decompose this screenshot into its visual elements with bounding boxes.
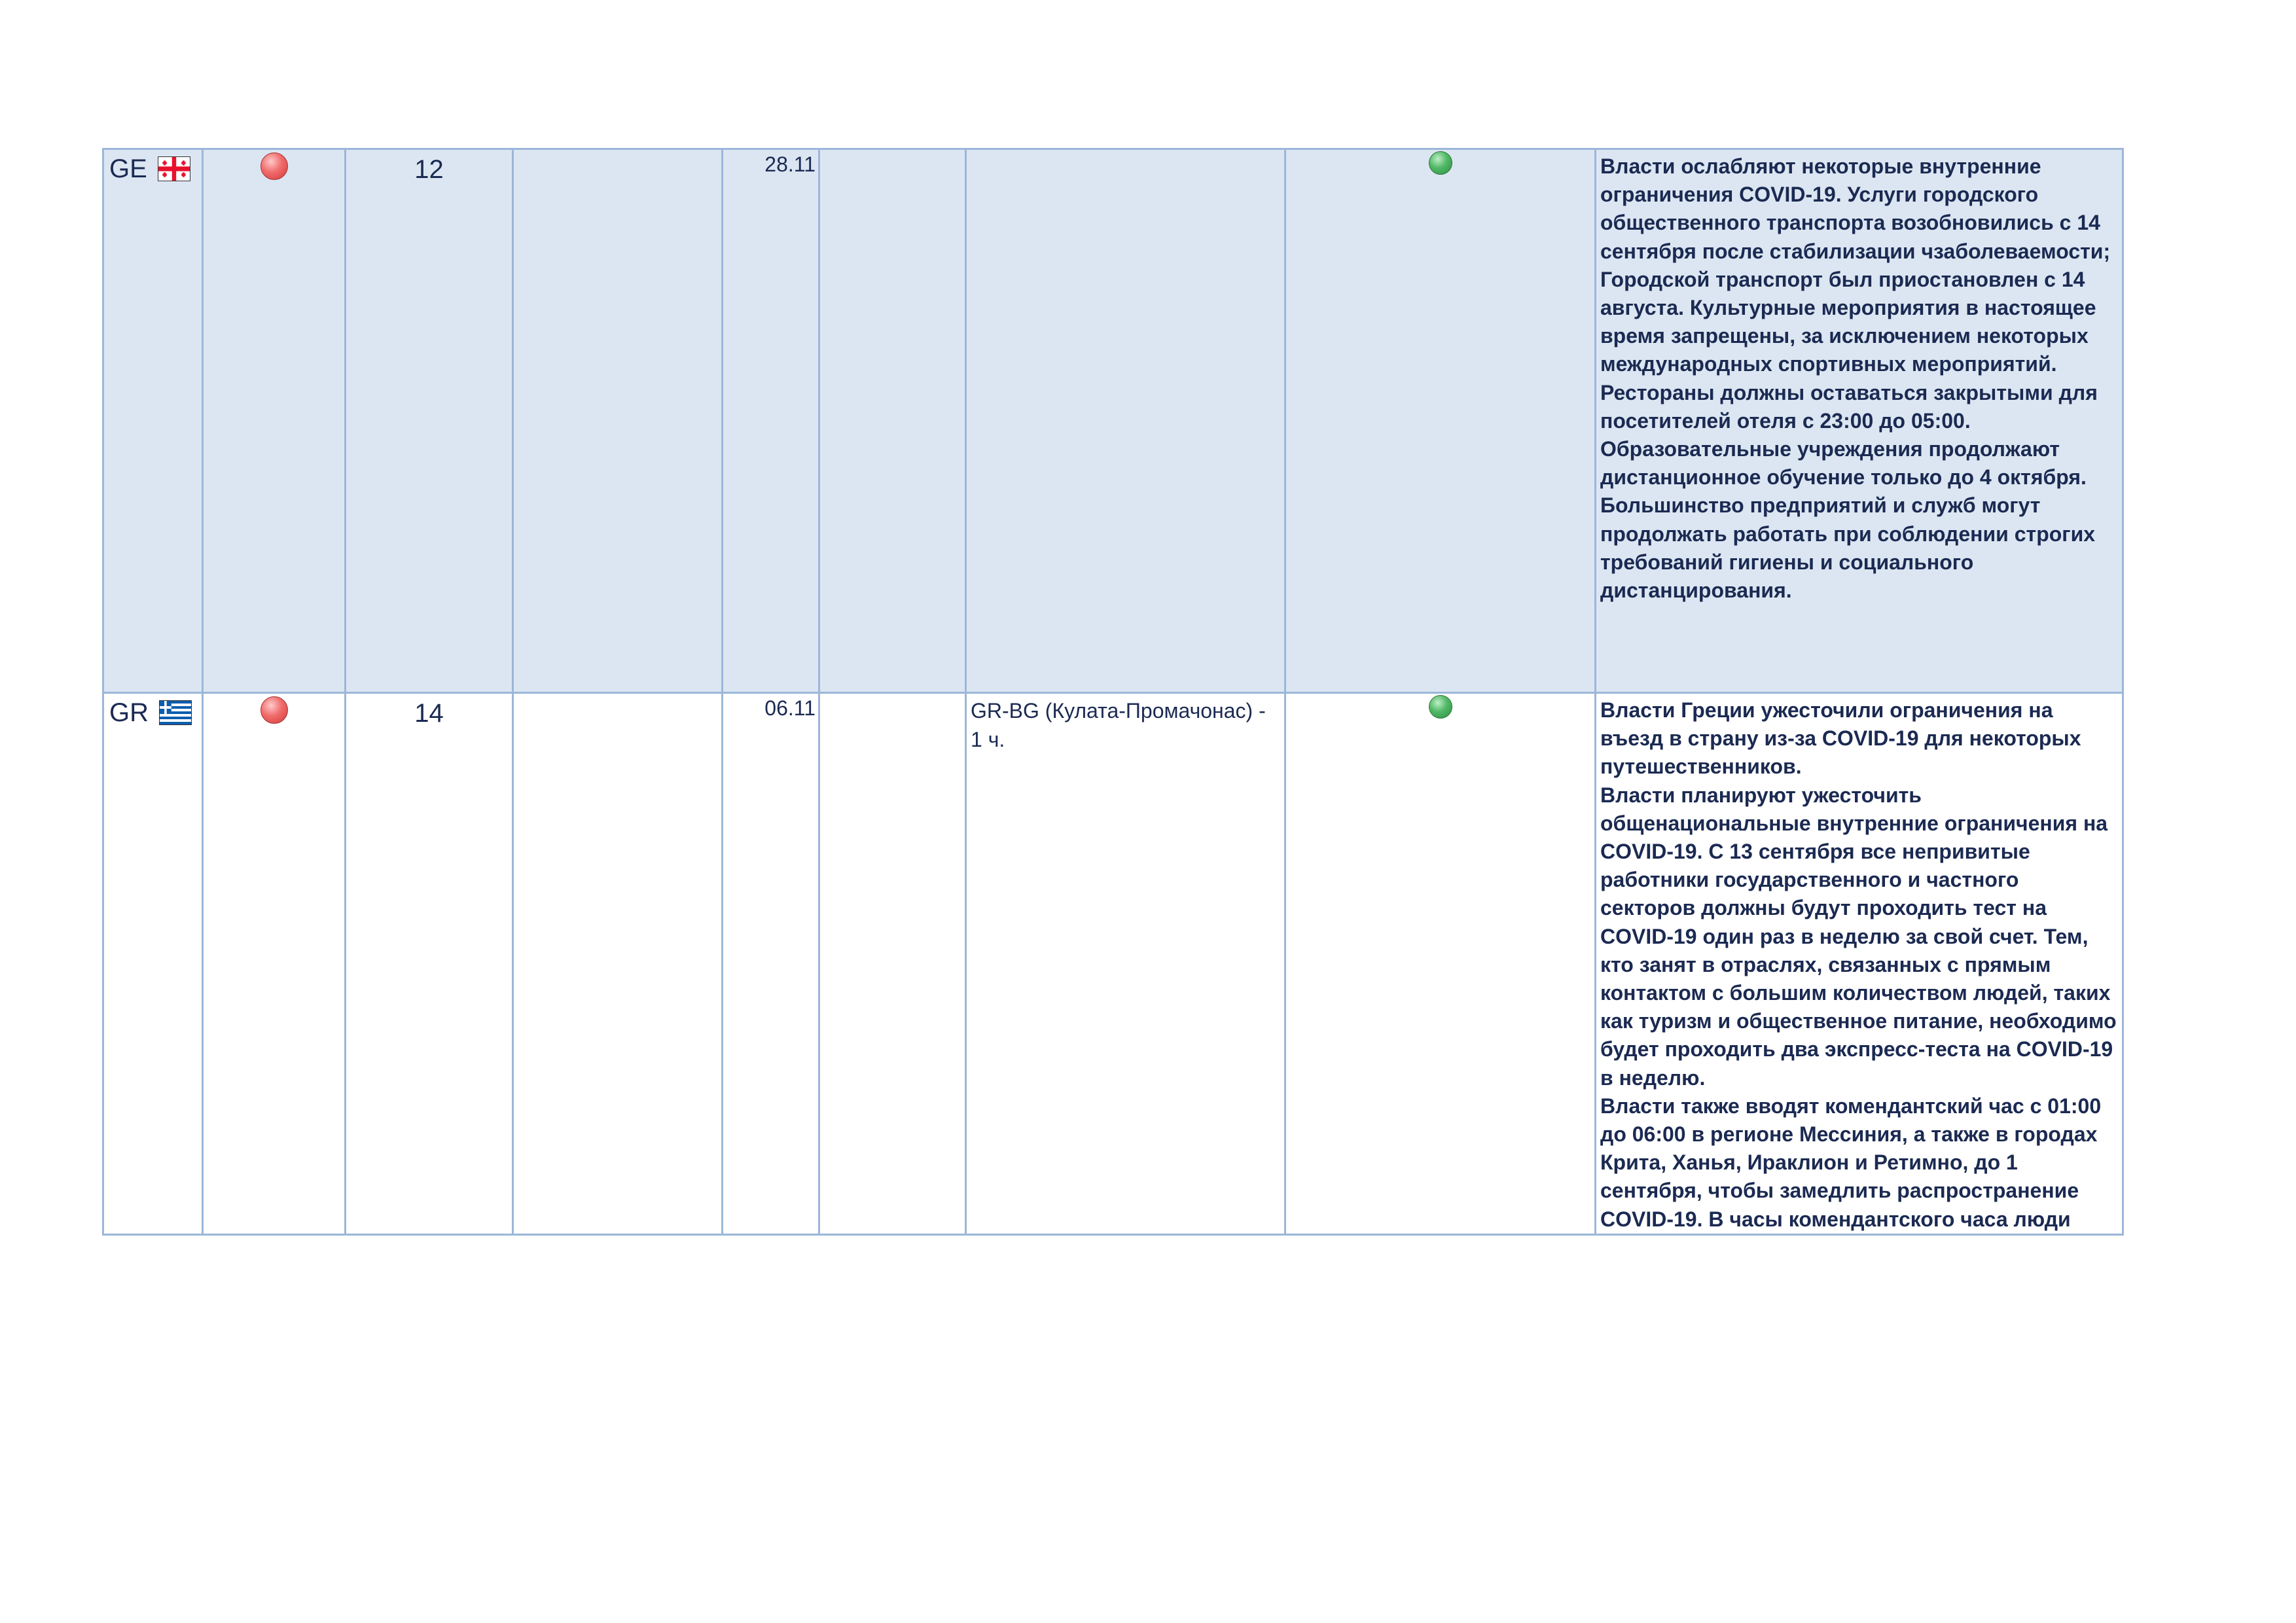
- border-crossing-text: GR-BG (Кулата-Промачонас) - 1 ч.: [971, 699, 1266, 751]
- greece-flag-icon: [159, 700, 192, 725]
- country-cell: [103, 693, 203, 1235]
- number-cell: [346, 149, 513, 693]
- notes-paragraph: Власти планируют ужесточить общенациональные внутренние ограничения на COVID-19. С 13 сентября все непривитые работники государственного и частного секторов должны будут проходить тест на COVID-19 один раз в неделю за свой счет. Тем, кто занят в отраслях, связанных с прямым контактом с большим количеством людей, таких как туризм и общественное питание, необходимо будет проходить два экспресс-теста на COVID-19 в неделю.: [1600, 783, 2117, 1090]
- green-status-icon: [1429, 151, 1452, 175]
- date-value: 06.11: [764, 696, 816, 720]
- number-cell: [346, 693, 513, 1235]
- status-cell: [203, 149, 346, 693]
- date-value: 28.11: [764, 152, 816, 176]
- table-row: [103, 693, 2123, 1235]
- number-value: 14: [414, 699, 444, 728]
- date-cell: [723, 693, 819, 1235]
- date-cell: [723, 149, 819, 693]
- empty-cell: [513, 149, 723, 693]
- number-value: 12: [414, 155, 444, 184]
- notes-cell: [1596, 149, 2123, 693]
- georgia-flag-icon: [158, 156, 190, 181]
- border-crossing-cell: [966, 149, 1285, 693]
- status-cell: [1285, 693, 1596, 1235]
- red-status-icon: [260, 152, 288, 180]
- notes-text: [1600, 152, 2119, 605]
- notes-text: [1600, 696, 2119, 1234]
- notes-paragraph: Власти Греции ужесточили ограничения на въезд в страну из-за COVID-19 для некоторых путешественников.: [1600, 698, 2081, 779]
- notes-cell: [1596, 693, 2123, 1235]
- green-status-icon: [1429, 695, 1452, 719]
- red-status-icon: [260, 696, 288, 724]
- empty-cell: [513, 693, 723, 1235]
- country-code: GR: [109, 698, 149, 727]
- country-code: GE: [109, 154, 147, 183]
- empty-cell: [819, 693, 966, 1235]
- table-row: [103, 149, 2123, 693]
- status-cell: [1285, 149, 1596, 693]
- notes-paragraph: Власти ослабляют некоторые внутренние ограничения COVID-19. Услуги городского общественного транспорта возобновились с 14 сентября после стабилизации чзаболеваемости; Городской транспорт был приостановлен с 14 августа. Культурные мероприятия в настоящее время запрещены, за исключением некоторых международных спортивных мероприятий. Рестораны должны оставаться закрытыми для посетителей отеля с 23:00 до 05:00. Образовательные учреждения продолжают дистанционное обучение только до 4 октября. Большинство предприятий и служб могут продолжать работать при соблюдении строгих требований гигиены и социального дистанцирования.: [1600, 154, 2111, 603]
- empty-cell: [819, 149, 966, 693]
- country-cell: [103, 149, 203, 693]
- border-crossing-cell: [966, 693, 1285, 1235]
- status-cell: [203, 693, 346, 1235]
- restrictions-table: [102, 148, 2124, 1236]
- notes-paragraph: Власти также вводят комендантский час с 01:00 до 06:00 в регионе Мессиния, а также в городах Крита, Ханья, Ираклион и Ретимно, до 1 сентября, чтобы замедлить распространение COVID-19. В часы комендантского часа люди: [1600, 1094, 2102, 1231]
